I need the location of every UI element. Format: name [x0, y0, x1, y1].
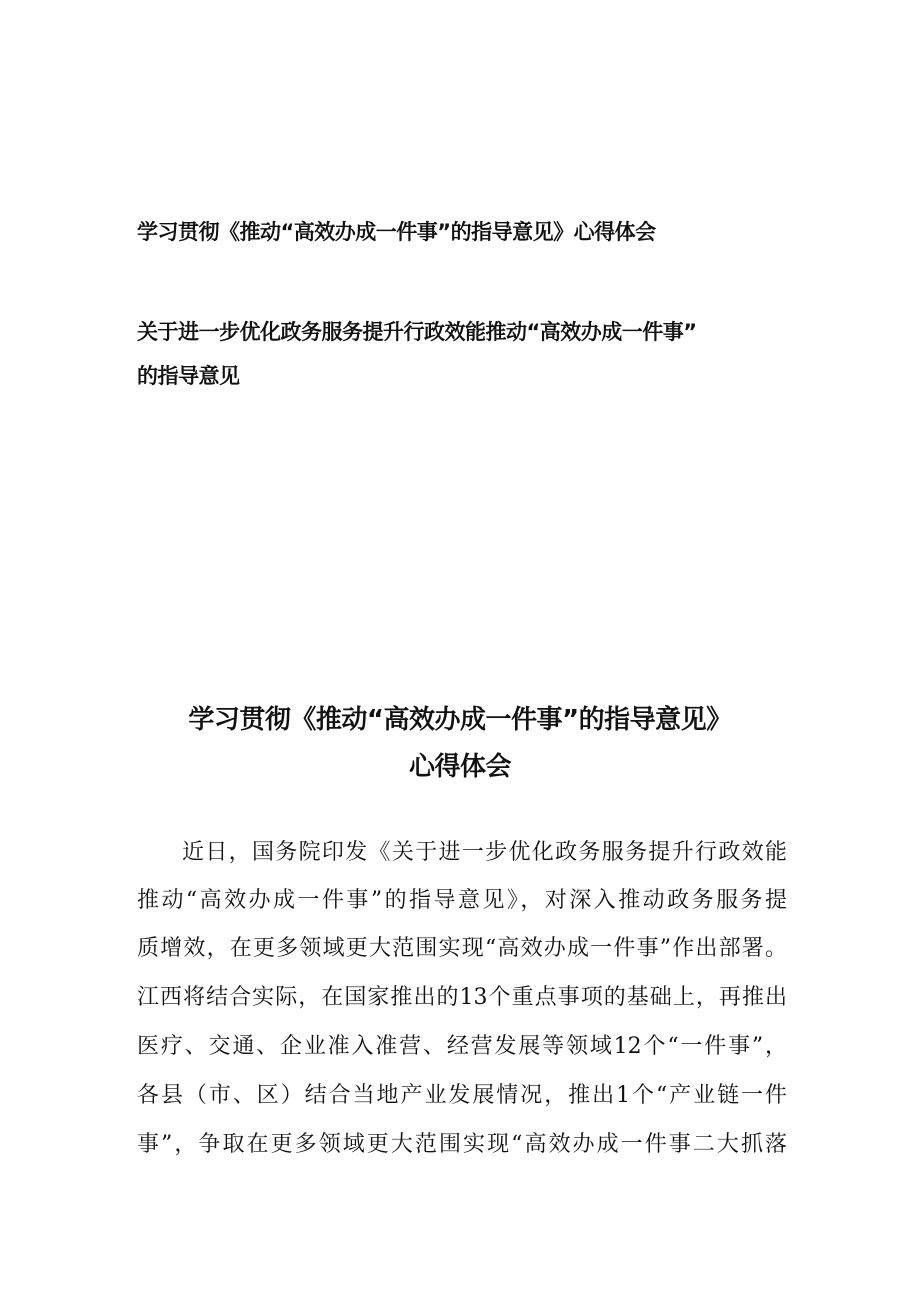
toc-item-1: 学习贯彻《推动“高效办成一件事”的指导意见》心得体会: [137, 220, 656, 244]
body-line-7: 事”，争取在更多领域更大范围实现“高效办成一件事二大抓落: [137, 1132, 787, 1157]
body-line-5: 医疗、交通、企业准入准营、经营发展等领域12个“一件事”，: [137, 1034, 787, 1059]
body-line-6: 各县（市、区）结合当地产业发展情况，推出1个“产业链一件: [137, 1083, 787, 1108]
body-line-3: 质增效，在更多领域更大范围实现“高效办成一件事”作出部署。: [137, 936, 787, 961]
toc-item-2-line-1: 关于进一步优化政务服务提升行政效能推动“高效办成一件事”: [137, 320, 697, 344]
body-line-2: 推动“高效办成一件事”的指导意见》，对深入推动政务服务提: [137, 888, 787, 913]
toc-item-2-line-2: 的指导意见: [137, 364, 240, 388]
body-line-1: 近日，国务院印发《关于进一步优化政务服务提升行政效能: [182, 840, 787, 865]
article-title-line-2: 心得体会: [408, 752, 511, 782]
article-title-line-1: 学习贯彻《推动“高效办成一件事”的指导意见》: [188, 705, 732, 735]
body-line-4: 江西将结合实际，在国家推出的13个重点事项的基础上，再推出: [137, 985, 787, 1010]
